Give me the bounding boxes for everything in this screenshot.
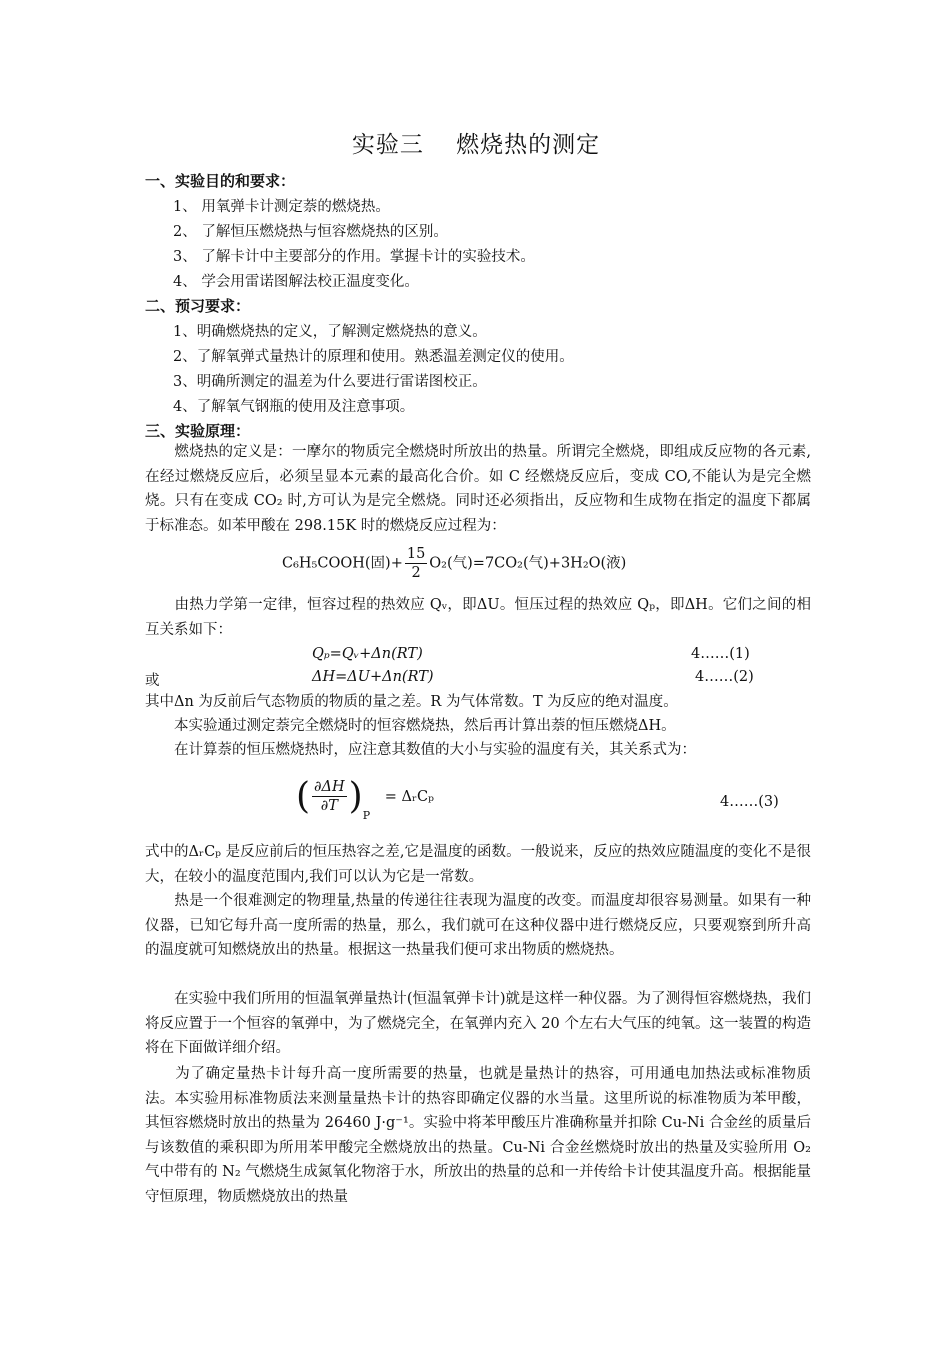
- paragraph-first-law: 由热力学第一定律，恒容过程的热效应 Qᵥ，即ΔU。恒压过程的热效应 Qₚ，即ΔH。它们之间的相互关系如下：: [145, 597, 811, 638]
- section-heading-principle: 三、实验原理：: [145, 422, 251, 440]
- paragraph-calorimeter: 在实验中我们所用的恒温氧弹量热计(恒温氧弹卡计)就是这样一种仪器。为了测得恒容燃烧热，我们将反应置于一个恒容的氧弹中，为了燃烧完全，在氧弹内充入 20 个左右大气压的纯氧。这一装置的构造将在下面做详细介绍。: [145, 991, 811, 1057]
- equation-3-number: 4……(3): [720, 794, 779, 810]
- preview-item: 3、明确所测定的温差为什么要进行雷诺图校正。: [173, 374, 487, 390]
- partial-fraction: [312, 778, 347, 815]
- objective-item: 2、 了解恒压燃烧热与恒容燃烧热的区别。: [173, 224, 448, 240]
- subscript-p: P: [362, 808, 371, 822]
- equation-2-text: ΔH=ΔU+Δn(RT): [312, 669, 434, 685]
- equation-2-number: 4……(2): [695, 669, 754, 685]
- reaction-equation: [282, 545, 626, 582]
- objective-item: 4、 学会用雷诺图解法校正温度变化。: [173, 274, 419, 290]
- paragraph-method: 本实验通过测定萘完全燃烧时的恒容燃烧热，然后再计算出萘的恒压燃烧ΔH。: [145, 718, 676, 734]
- page-title: 实验三 燃烧热的测定: [351, 132, 601, 158]
- left-paren: (: [296, 776, 311, 817]
- objective-item: 3、 了解卡计中主要部分的作用。掌握卡计的实验技术。: [173, 249, 535, 265]
- equation-1-number: 4……(1): [691, 646, 750, 662]
- paragraph-heat-measurement: 热是一个很难测定的物理量,热量的传递往往表现为温度的改变。而温度却很容易测量。如果有一种仪器，已知它每升高一度所需的热量，那么，我们就可在这种仪器中进行燃烧反应，只要观察到所升高的温度就可知燃烧放出的热量。根据这一热量我们便可求出物质的燃烧热。: [145, 893, 811, 959]
- right-paren: ): [348, 776, 363, 817]
- equation-1: [312, 646, 423, 662]
- fraction-denominator: 2: [411, 565, 421, 581]
- partial-numerator: ∂ΔH: [314, 779, 345, 795]
- equation-1-text: Qₚ=Qᵥ+Δn(RT): [312, 646, 423, 662]
- partial-denominator: ∂T: [320, 798, 338, 814]
- preview-item: 2、了解氧弹式量热计的原理和使用。熟悉温差测定仪的使用。: [173, 349, 574, 365]
- paragraph-heat-capacity: 式中的ΔᵣCₚ 是反应前后的恒压热容之差,它是温度的函数。一般说来，反应的热效应随温度的变化不是很大，在较小的温度范围内,我们可以认为它是一常数。: [145, 844, 811, 885]
- equation-2: [312, 669, 434, 685]
- paragraph-standard-substance: 为了确定量热卡计每升高一度所需要的热量，也就是量热计的热容，可用通电加热法或标准物质法。本实验用标准物质法来测量量热卡计的热容即确定仪器的水当量。这里所说的标准物质为苯甲酸，其恒容燃烧时放出的热量为 26460 J·g⁻¹。实验中将苯甲酸压片准确称量并扣除 Cu-Ni 合金丝的质量后与该数值的乘积即为所用苯甲酸完全燃烧放出的热量。Cu-Ni 合金丝燃烧时放出的热量及实验所用 O₂ 气中带有的 N₂ 气燃烧生成氮氧化物溶于水，所放出的热量的总和一并传给卡计使其温度升高。根据能量守恒原理，物质燃烧放出的热量: [145, 1066, 811, 1205]
- paragraph-relation: 在计算萘的恒压燃烧热时，应注意其数值的大小与实验的温度有关，其关系式为：: [145, 742, 696, 758]
- preview-item: 4、了解氧气钢瓶的使用及注意事项。: [173, 399, 415, 415]
- equation-3-rhs: = ΔᵣCₚ: [384, 788, 434, 805]
- paragraph-definition: 燃烧热的定义是：一摩尔的物质完全燃烧时所放出的热量。所谓完全燃烧，即组成反应物的各元素,在经过燃烧反应后，必须呈显本元素的最高化合价。如 C 经燃烧反应后，变成 CO,不能认为是完全燃烧。只有在变成 CO₂ 时,方可认为是完全燃烧。同时还必须指出，反应物和生成物在指定的温度下都属于标准态。如苯甲酸在 298.15K 时的燃烧反应过程为：: [145, 444, 811, 534]
- equation-3: [296, 776, 434, 826]
- fraction-15-over-2: [405, 545, 427, 582]
- reaction-right: O₂(气)=7CO₂(气)+3H₂O(液): [429, 555, 627, 572]
- section-heading-objectives: 一、实验目的和要求：: [145, 172, 296, 190]
- objective-item: 1、 用氧弹卡计测定萘的燃烧热。: [173, 199, 390, 215]
- reaction-left: C₆H₅COOH(固)+: [282, 555, 403, 572]
- paragraph-symbols: 其中Δn 为反前后气态物质的物质的量之差。R 为气体常数。T 为反应的绝对温度。: [145, 694, 678, 710]
- or-label: 或: [145, 673, 160, 689]
- fraction-numerator: 15: [406, 546, 426, 562]
- preview-item: 1、明确燃烧热的定义，了解测定燃烧热的意义。: [173, 324, 487, 340]
- section-heading-preview: 二、预习要求：: [145, 297, 251, 315]
